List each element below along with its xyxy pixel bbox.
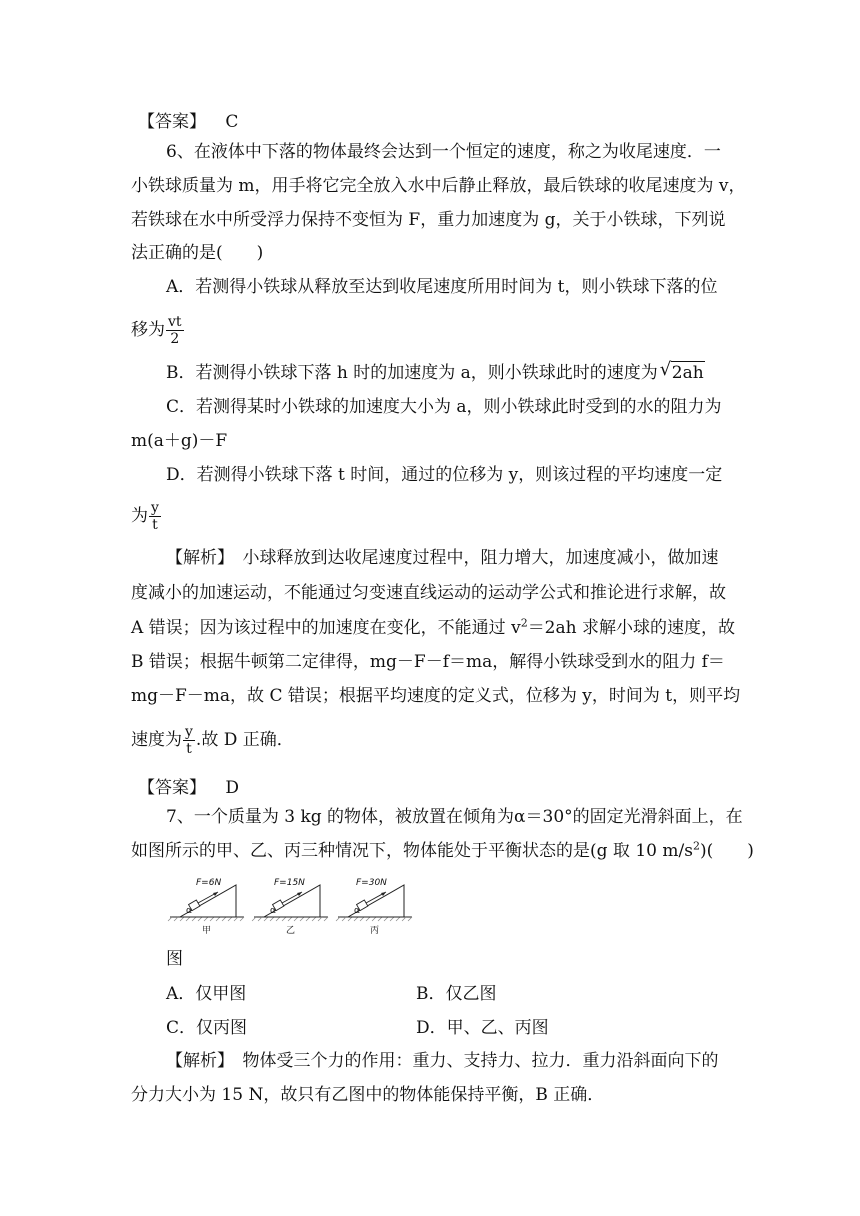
q6-analysis-line-2: 度减小的加速运动，不能通过匀变速直线运动的运动学公式和推论进行求解，故 (131, 583, 726, 603)
q6-analysis-line-5: mg－F－ma，故 C 错误；根据平均速度的定义式，位移为 y，时间为 t，则平均 (131, 686, 741, 706)
fraction-vt-over-2: $\frac{vt}{2}$ (168, 314, 182, 347)
q7-option-a: A．仅甲图 (166, 984, 247, 1004)
q6-option-c-line-2: m(a＋g)－F (131, 431, 228, 451)
q5-answer-line (138, 111, 238, 133)
q6-analysis-line-6: 速度为 $\frac{y}{t}$ .故 D 正确． (131, 724, 294, 757)
force-label: F=6N (196, 878, 222, 888)
q6-stem-line-1: 6、在液体中下落的物体最终会达到一个恒定的速度，称之为收尾速度．一 (166, 142, 721, 162)
force-label: F=15N (274, 878, 305, 888)
answer-value: D (225, 778, 240, 798)
q7-option-c: C．仅丙图 (166, 1018, 248, 1038)
diagram-yi (250, 876, 330, 936)
q6-option-a-line-2 (131, 312, 185, 348)
q6-analysis-line-4: B 错误；根据牛顿第二定律得，mg－F－f＝ma，解得小铁球受到水的阻力 f＝ (131, 652, 725, 672)
answer-label: 【答案】 (138, 112, 206, 132)
alpha-label: α (186, 906, 192, 916)
q7-stem-line-2: 如图所示的甲、乙、丙三种情况下，物体能处于平衡状态的是(g 取 10 $m/s^2$)( ) (131, 839, 754, 861)
answer-value: C (225, 112, 239, 132)
diagram-bing (334, 876, 414, 936)
q6-answer-line (138, 777, 239, 799)
q7-analysis-line-2: 分力大小为 15 N，故只有乙图中的物体能保持平衡，B 正确． (131, 1085, 605, 1105)
sqrt-2ah: √ 2ah (671, 361, 705, 384)
q6-option-a-line-1: A．若测得小铁球从释放至达到收尾速度所用时间为 t，则小铁球下落的位 (166, 277, 718, 297)
alpha-label: α (270, 906, 276, 916)
q6-option-d-line-2 (131, 498, 162, 534)
q7-option-b: B．仅乙图 (416, 984, 497, 1004)
option-a-text: 移为 (131, 320, 165, 340)
force-label: F=30N (356, 878, 387, 888)
q6-option-d-line-1: D．若测得小铁球下落 t 时间，通过的位移为 y，则该过程的平均速度一定 (166, 465, 723, 485)
diagram-caption: 乙 (286, 926, 296, 936)
q6-stem-line-2: 小铁球质量为 m，用手将它完全放入水中后静止释放，最后铁球的收尾速度为 v， (131, 176, 746, 196)
q6-analysis-line-3: A 错误；因为该过程中的加速度在变化，不能通过 $v^2=2ah$ 求解小球的速度，故 (131, 616, 735, 638)
option-d-text: 为 (131, 506, 148, 526)
fraction-y-over-t: $\frac{y}{t}$ (185, 724, 193, 757)
answer-label: 【答案】 (138, 778, 206, 798)
q7-option-d: D．甲、乙、丙图 (416, 1018, 549, 1038)
option-b-text: B．若测得小铁球下落 h 时的加速度为 a，则小铁球此时的速度为 (166, 363, 658, 383)
alpha-label: α (354, 906, 360, 916)
q7-stem-line-1: 7、一个质量为 3 kg 的物体，被放置在倾角为α＝30°的固定光滑斜面上，在 (166, 807, 743, 827)
figure-caption: 图 (166, 949, 183, 969)
q7-analysis-line-1: 【解析】 物体受三个力的作用：重力、支持力、拉力．重力沿斜面向下的 (166, 1051, 719, 1071)
q6-stem-line-4: 法正确的是( ) (131, 243, 264, 263)
q6-analysis-line-1: 【解析】 小球释放到达收尾速度过程中，阻力增大，加速度减小，做加速 (166, 548, 719, 568)
fraction-y-over-t: $\frac{y}{t}$ (151, 500, 159, 533)
q6-option-b (166, 361, 705, 384)
q6-stem-line-3: 若铁球在水中所受浮力保持不变恒为 F，重力加速度为 g，关于小铁球，下列说 (131, 210, 726, 230)
diagram-jia (166, 876, 246, 936)
diagram-caption: 甲 (202, 926, 212, 936)
q6-option-c-line-1: C．若测得某时小铁球的加速度大小为 a，则小铁球此时受到的水的阻力为 (166, 397, 722, 417)
diagram-caption: 丙 (370, 926, 380, 936)
